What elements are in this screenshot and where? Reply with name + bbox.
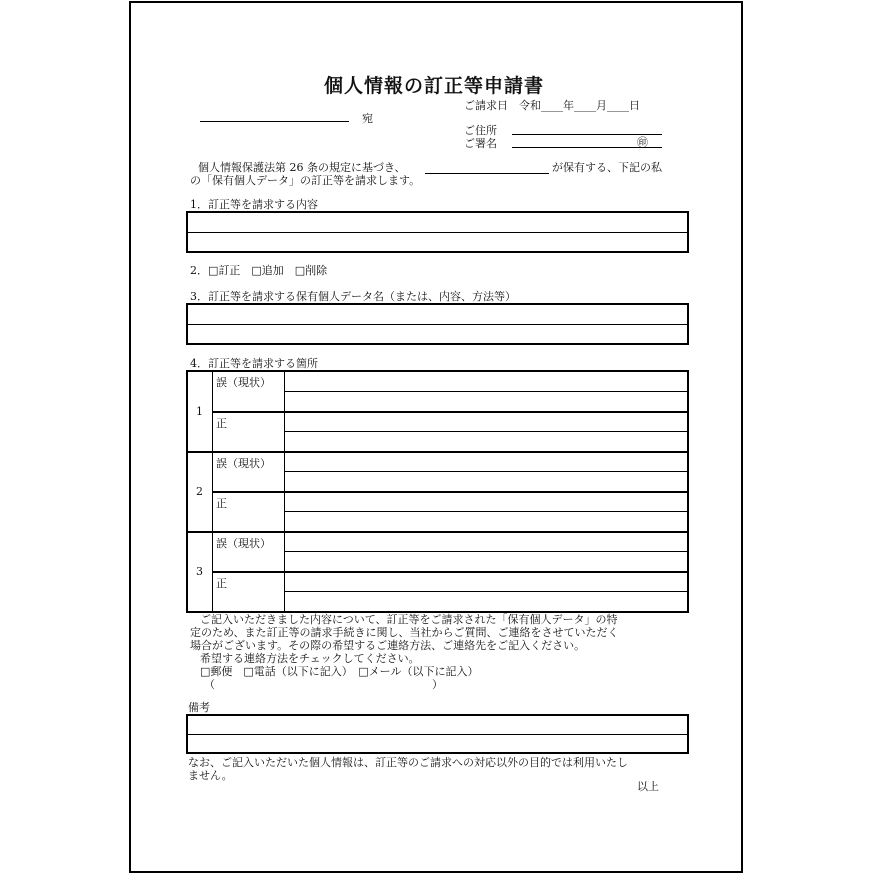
footer-line2: ません。 [188, 769, 233, 782]
group-separator [188, 531, 688, 533]
data-name-line [188, 324, 687, 325]
entry-line [285, 391, 688, 392]
row-number: 2 [196, 485, 203, 498]
notice-line3: 場合がございます。その際の希望するご連絡方法、ご連絡先をご記入ください。 [190, 639, 586, 652]
intro-line1b: が保有する、下記の私 [552, 161, 662, 174]
entry-line [285, 471, 688, 472]
subrow-separator [213, 411, 688, 413]
remarks-label: 備考 [188, 701, 210, 714]
subrow-separator [213, 571, 688, 573]
form-title: 個人情報の訂正等申請書 [324, 75, 545, 97]
correct-label: 正 [216, 497, 227, 510]
end-mark: 以上 [637, 780, 659, 793]
section4-heading: 4．訂正等を請求する箇所 [190, 357, 318, 370]
signature-label: ご署名 [464, 137, 497, 150]
content-line [188, 232, 687, 233]
entry-line [285, 551, 688, 552]
footer-line1: なお、ご記入いただいた個人情報は、訂正等のご請求への対応以外の目的では利用いたし [188, 756, 628, 769]
group-separator [188, 451, 688, 453]
contact-paren-close: ） [432, 678, 443, 691]
notice-line1: ご記入いただきました内容について、訂正等をご請求された「保有個人データ」の特 [200, 613, 618, 626]
notice-line2: 定のため、また訂正等の請求手続きに関し、当社からご質問、ご連絡をさせていただく [190, 626, 619, 639]
request-date: ご請求日 令和____年____月____日 [464, 99, 640, 112]
entry-line [285, 591, 688, 592]
section3-heading: 3．訂正等を請求する保有個人データ名（または、内容、方法等） [190, 290, 516, 303]
entry-line [285, 431, 688, 432]
company-name-field[interactable] [425, 173, 549, 174]
correct-label: 正 [216, 417, 227, 430]
address-label: ご住所 [464, 124, 497, 137]
entry-line [285, 511, 688, 512]
intro-line1: 個人情報保護法第 26 条の規定に基づき、 [198, 161, 406, 174]
addressee-field[interactable] [200, 121, 349, 122]
wrong-label: 誤（現状） [216, 457, 271, 470]
section2-options[interactable]: 2．□訂正 □追加 □削除 [190, 264, 328, 277]
wrong-label: 誤（現状） [216, 376, 271, 389]
subrow-separator [213, 491, 688, 493]
seal-mark: ㊞ [637, 136, 648, 149]
notice-line4: 希望する連絡方法をチェックしてください。 [200, 652, 420, 665]
row-number: 1 [196, 405, 203, 418]
section1-heading: 1．訂正等を請求する内容 [190, 198, 318, 211]
contact-paren-open: （ [204, 678, 215, 691]
address-field[interactable] [512, 134, 662, 135]
intro-line2: の「保有個人データ」の訂正等を請求します。 [190, 174, 421, 187]
addressee-suffix: 宛 [362, 112, 373, 125]
wrong-label: 誤（現状） [216, 537, 271, 550]
remarks-line [188, 734, 687, 735]
row-number: 3 [196, 565, 203, 578]
correct-label: 正 [216, 577, 227, 590]
contact-options[interactable]: □郵便 □電話（以下に記入） □メール（以下に記入） [200, 665, 479, 678]
